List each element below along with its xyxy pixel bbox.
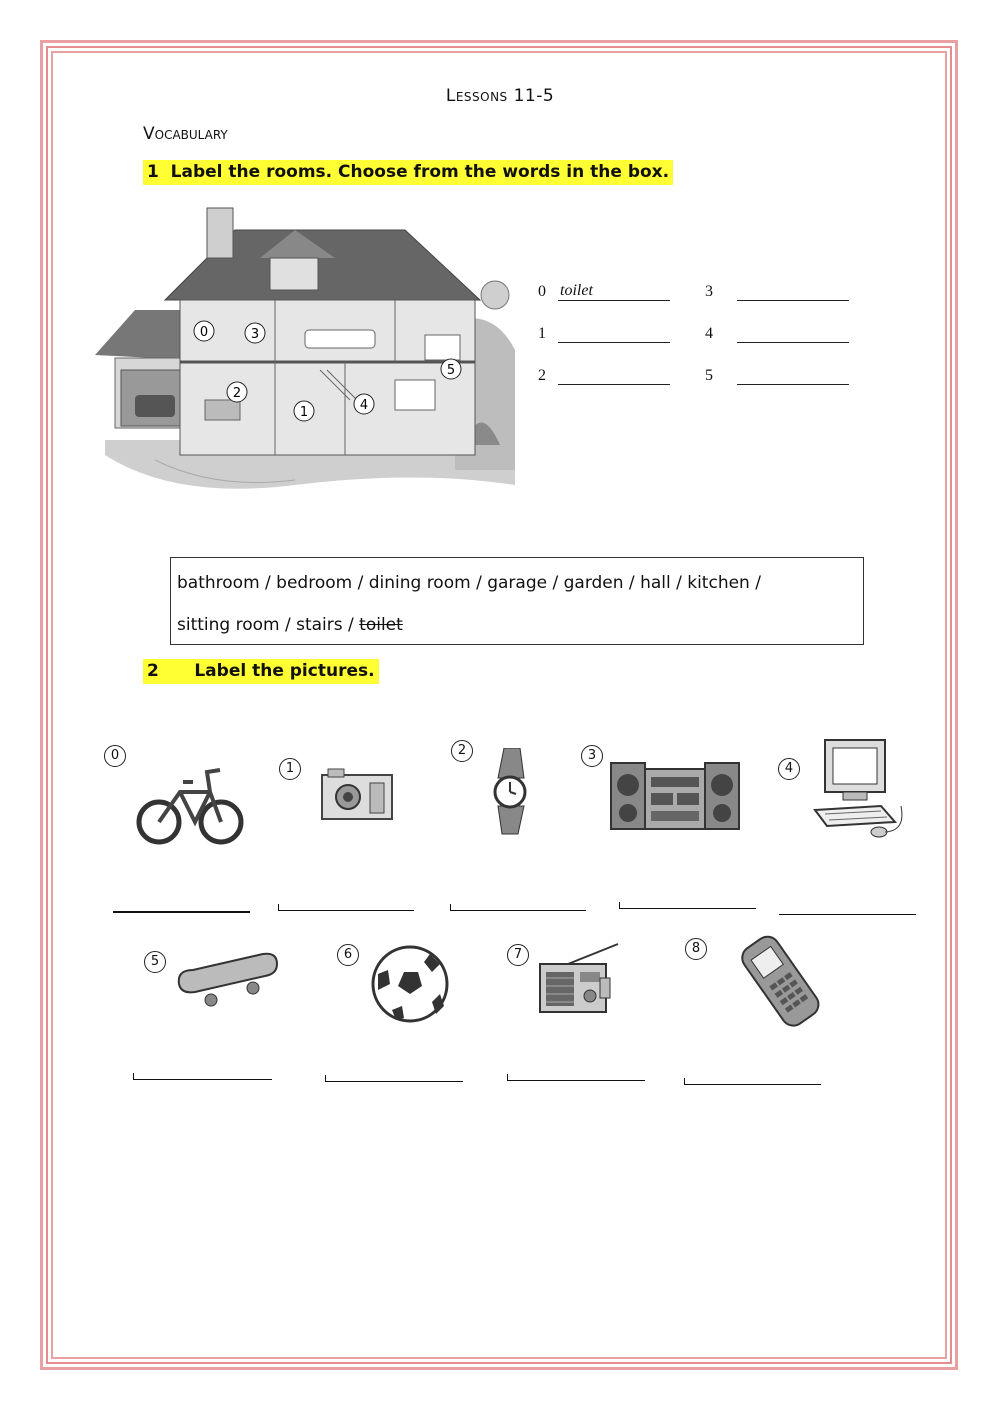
picture-answer-line-1[interactable]	[278, 910, 414, 911]
picture-answer-line-2[interactable]	[450, 910, 586, 911]
answer-row-0	[538, 282, 670, 301]
football-icon	[370, 944, 450, 1024]
picture-number-2: 2	[451, 740, 473, 762]
task2-instruction: 2 Label the pictures.	[143, 659, 379, 684]
picture-number-1: 1	[279, 758, 301, 780]
answer-number: 5	[705, 367, 713, 384]
computer-icon	[811, 736, 911, 840]
answer-field[interactable]	[737, 366, 849, 385]
word-box-struck-word: toilet	[359, 615, 403, 635]
word-box-line-2	[177, 604, 857, 646]
bicycle-icon	[135, 752, 245, 852]
house-illustration	[95, 200, 525, 510]
answer-row-4	[705, 324, 849, 343]
page-title: Lessons 11-5	[445, 86, 555, 106]
house-marker-1: 1	[299, 405, 309, 420]
picture-answer-line-3[interactable]	[619, 908, 756, 909]
answer-field[interactable]	[558, 366, 670, 385]
skateboard-icon	[173, 948, 281, 1010]
house-marker-3: 3	[250, 327, 260, 342]
word-box-words: sitting room / stairs /	[177, 615, 360, 635]
picture-number-7: 7	[507, 944, 529, 966]
picture-answer-line-8[interactable]	[684, 1084, 821, 1085]
answer-row-3	[705, 282, 849, 301]
picture-answer-line-7[interactable]	[507, 1080, 645, 1081]
house-marker-4: 4	[359, 398, 369, 413]
picture-answer-line-5[interactable]	[133, 1079, 272, 1080]
answer-number: 2	[538, 367, 546, 384]
answer-number: 0	[538, 283, 546, 300]
answer-number: 1	[538, 325, 546, 342]
house-marker-0: 0	[199, 325, 209, 340]
word-box-line-1: bathroom / bedroom / dining room / garage / garden / hall / kitchen /	[177, 573, 761, 593]
stereo-icon	[609, 757, 741, 833]
house-marker-5: 5	[446, 363, 456, 378]
answer-number: 3	[705, 283, 713, 300]
watch-icon	[484, 748, 534, 836]
camera-icon	[318, 765, 396, 823]
mobile-phone-icon	[722, 930, 840, 1028]
answer-field[interactable]: toilet	[558, 282, 670, 301]
answer-number: 4	[705, 325, 713, 342]
picture-number-4: 4	[778, 758, 800, 780]
answer-row-5	[705, 366, 849, 385]
answer-field[interactable]	[737, 282, 849, 301]
answer-row-2	[538, 366, 670, 385]
picture-answer-line-6[interactable]	[325, 1081, 463, 1082]
picture-number-0: 0	[104, 745, 126, 767]
task1-instruction: 1 Label the rooms. Choose from the words in the box.	[143, 160, 673, 185]
picture-number-6: 6	[337, 944, 359, 966]
radio-icon	[538, 942, 622, 1016]
answer-row-1	[538, 324, 670, 343]
house-marker-2: 2	[232, 386, 242, 401]
answer-field[interactable]	[558, 324, 670, 343]
picture-number-3: 3	[581, 745, 603, 767]
picture-answer-line-4[interactable]	[779, 914, 916, 915]
picture-answer-line-0[interactable]	[113, 911, 250, 913]
section-heading: Vocabulary	[143, 124, 228, 144]
picture-number-5: 5	[144, 951, 166, 973]
word-box	[170, 557, 864, 645]
picture-number-8: 8	[685, 938, 707, 960]
answer-field[interactable]	[737, 324, 849, 343]
